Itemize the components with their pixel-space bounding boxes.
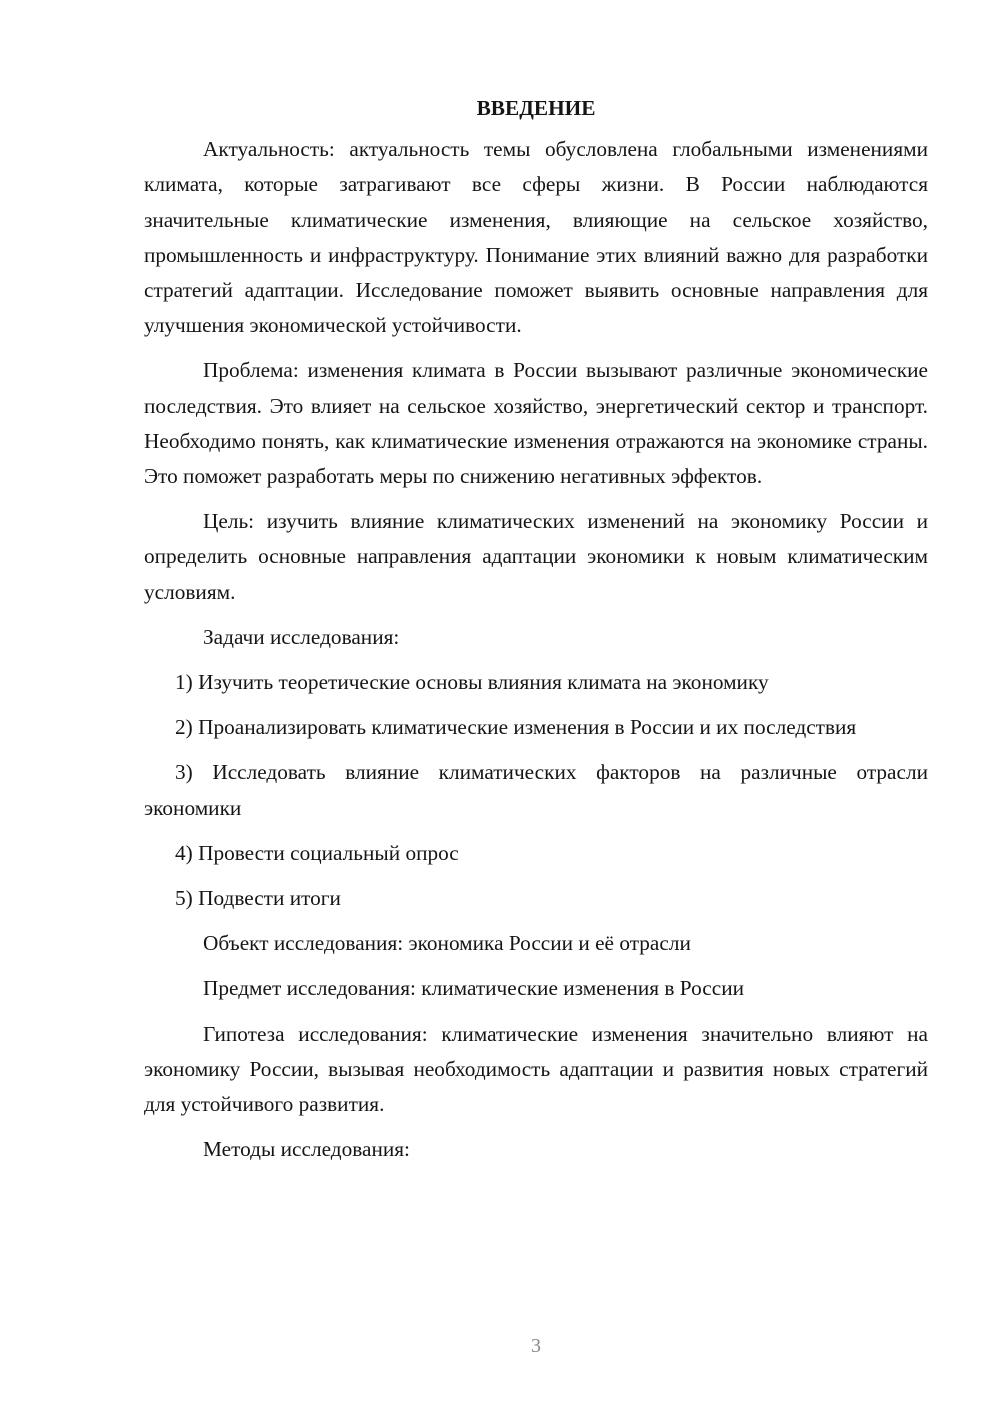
goal-paragraph: Цель: изучить влияние климатических изменений на экономику России и определить основные направления адаптации экономики к новым климатическим условиям. — [144, 509, 928, 604]
problem-paragraph: Проблема: изменения климата в России вызывают различные экономические последствия. Это влияет на сельское хозяйство, энергетический сектор и транспорт. Необходимо понять, как климатические изменения отражаются на экономике страны. Это поможет разработать меры по снижению негативных эффектов. — [144, 358, 928, 489]
task-item-2: 2) Проанализировать климатические изменения в России и их последствия — [175, 715, 857, 740]
section-title: ВВЕДЕНИЕ — [476, 96, 596, 120]
research-subject: Предмет исследования: климатические изменения в России — [203, 976, 744, 1001]
research-methods: Методы исследования: — [203, 1137, 410, 1162]
task-item-3: 3) Исследовать влияние климатических факторов на различные отрасли экономики — [144, 760, 928, 820]
research-object: Объект исследования: экономика России и её отрасли — [203, 931, 691, 956]
task-item-4: 4) Провести социальный опрос — [175, 840, 459, 865]
tasks-heading: Задачи исследования: — [203, 624, 400, 649]
page-content — [144, 91, 928, 1177]
task-item-1: 1) Изучить теоретические основы влияния климата на экономику — [175, 670, 769, 695]
relevance-paragraph: Актуальность: актуальность темы обусловлена глобальными изменениями климата, которые затрагивают все сферы жизни. В России наблюдаются значительные климатические изменения, влияющие на сельское хозяйство, промышленность и инфраструктуру. Понимание этих влияний важно для разработки стратегий адаптации. Исследование поможет выявить основные направления для улучшения экономической устойчивости. — [144, 137, 928, 338]
task-item-5: 5) Подвести итоги — [175, 886, 341, 911]
page-number: 3 — [531, 1335, 541, 1357]
research-hypothesis: Гипотеза исследования: климатические изменения значительно влияют на экономику России, вызывая необходимость адаптации и развития новых стратегий для устойчивого развития. — [144, 1021, 928, 1117]
